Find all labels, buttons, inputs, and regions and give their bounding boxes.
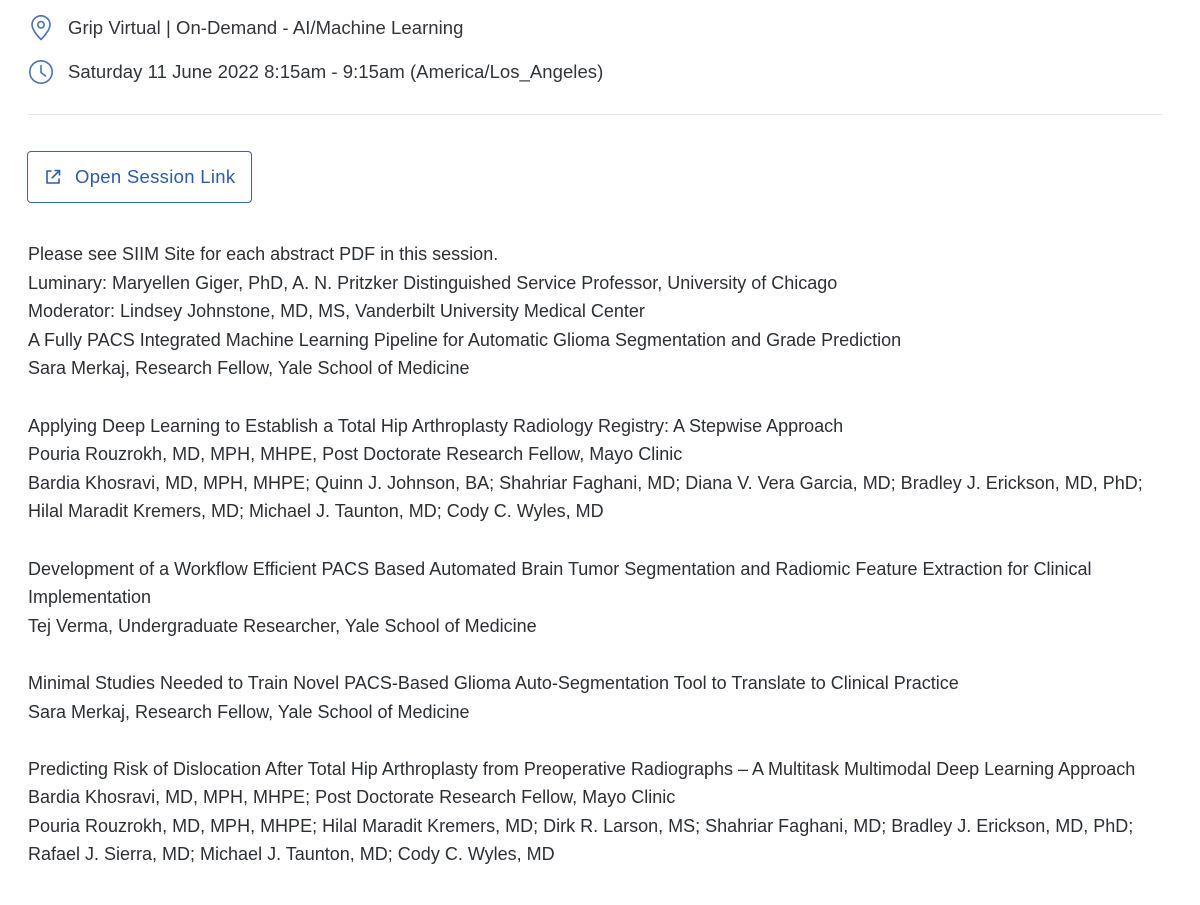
section-divider xyxy=(28,114,1163,115)
abstract-coauthors: Pouria Rouzrokh, MD, MPH, MHPE; Hilal Maradit Kremers, MD; Dirk R. Larson, MS; Shahriar Faghani, MD; Bradley J. Erickson, MD, PhD; xyxy=(28,815,1134,836)
map-pin-icon xyxy=(28,15,54,41)
abstract-title: Minimal Studies Needed to Train Novel PACS-Based Glioma Auto-Segmentation Tool to Translate to Clinical Practice xyxy=(28,672,959,693)
abstract-coauthors: Hilal Maradit Kremers, MD; Michael J. Taunton, MD; Cody C. Wyles, MD xyxy=(28,501,604,522)
session-location-row xyxy=(28,12,463,44)
external-link-icon xyxy=(44,168,62,186)
abstract-presenter: Tej Verma, Undergraduate Researcher, Yale School of Medicine xyxy=(28,615,537,636)
abstract-presenter: Sara Merkaj, Research Fellow, Yale School of Medicine xyxy=(28,701,470,722)
abstract-coauthors: Bardia Khosravi, MD, MPH, MHPE; Quinn J. Johnson, BA; Shahriar Faghani, MD; Diana V. Vera Garcia, MD; Bradley J. Erickson, MD, PhD; xyxy=(28,472,1143,493)
moderator-line: Moderator: Lindsey Johnstone, MD, MS, Vanderbilt University Medical Center xyxy=(28,301,645,322)
description-intro: Please see SIIM Site for each abstract PDF in this session. xyxy=(28,244,499,264)
abstract-title: Predicting Risk of Dislocation After Total Hip Arthroplasty from Preoperative Radiographs – A Multitask Multimodal Deep Learning Approach xyxy=(28,758,1136,779)
session-datetime: Saturday 11 June 2022 8:15am - 9:15am (America/Los_Angeles) xyxy=(68,61,604,82)
session-datetime-row xyxy=(28,56,603,88)
session-location: Grip Virtual | On-Demand - AI/Machine Learning xyxy=(68,17,464,38)
abstract-coauthors: Rafael J. Sierra, MD; Michael J. Taunton, MD; Cody C. Wyles, MD xyxy=(28,844,555,865)
abstract-title: A Fully PACS Integrated Machine Learning Pipeline for Automatic Glioma Segmentation and Grade Prediction xyxy=(28,329,902,350)
abstract-presenter: Pouria Rouzrokh, MD, MPH, MHPE, Post Doctorate Research Fellow, Mayo Clinic xyxy=(28,444,683,465)
abstract-title: Applying Deep Learning to Establish a Total Hip Arthroplasty Radiology Registry: A Stepwise Approach xyxy=(28,415,844,436)
clock-icon xyxy=(28,59,54,85)
open-session-link-button[interactable] xyxy=(27,151,252,203)
open-session-link-label: Open Session Link xyxy=(75,166,236,187)
abstract-title: Development of a Workflow Efficient PACS Based Automated Brain Tumor Segmentation and Radiomic Feature Extraction for Clinical Implementation xyxy=(28,558,1092,608)
session-description xyxy=(28,240,1178,869)
luminary-line: Luminary: Maryellen Giger, PhD, A. N. Pritzker Distinguished Service Professor, University of Chicago xyxy=(28,272,838,293)
abstract-presenter: Sara Merkaj, Research Fellow, Yale School of Medicine xyxy=(28,358,470,379)
abstract-presenter: Bardia Khosravi, MD, MPH, MHPE; Post Doctorate Research Fellow, Mayo Clinic xyxy=(28,787,676,808)
